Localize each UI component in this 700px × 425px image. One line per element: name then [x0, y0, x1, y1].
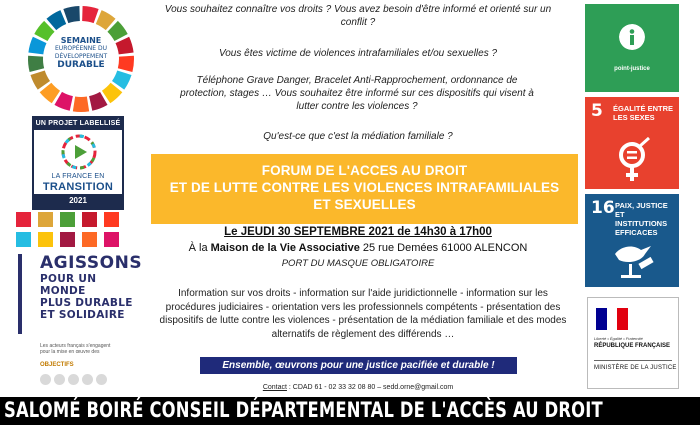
forum-title-line: FORUM DE L'ACCES AU DROIT: [261, 163, 468, 178]
event-date: Le JEUDI 30 SEPTEMBRE 2021 de 14h30 à 17h00: [224, 226, 492, 238]
gender-equality-icon: [607, 137, 657, 183]
forum-title-line: ET SEXUELLES: [313, 197, 416, 212]
ministry-label: MINISTÈRE DE LA JUSTICE: [594, 365, 677, 371]
info-icon: [619, 24, 645, 50]
label-france-transition: [32, 116, 124, 210]
agissons-bar: [18, 254, 22, 334]
sdg-color-square: [38, 232, 53, 247]
place-venue: Maison de la Vie Associative: [210, 242, 360, 254]
sdg-color-squares: [16, 212, 141, 252]
dot: [68, 374, 79, 385]
wheel-segment: [63, 6, 80, 23]
dot: [40, 374, 51, 385]
label-head: UN PROJET LABELLISÉ: [34, 118, 122, 130]
sdg-color-square: [82, 212, 97, 227]
point-justice-label: point-justice: [614, 66, 650, 72]
sdg-color-square: [16, 232, 31, 247]
question-devices: Téléphone Grave Danger, Bracelet Anti-Rapprochement, ordonnance de protection, stages … Vous souhaitez être informé sur ces dispositifs qui visent à lutter contre les violences ?: [180, 75, 534, 112]
wheel-segment: [118, 56, 134, 72]
wheel-segment: [116, 37, 134, 55]
forum-title-banner: [151, 154, 578, 224]
goal-number: 5: [591, 101, 603, 121]
sdg-color-square: [38, 212, 53, 227]
contact-label: Contact: [262, 384, 287, 391]
label-line1: LA FRANCE EN: [51, 173, 105, 180]
agissons-small-text: Les acteurs français s'engagent pour la mise en œuvre des: [40, 343, 111, 355]
wheel-segment: [28, 56, 44, 72]
sdg-wheel-text: [46, 37, 116, 69]
goal-title: PAIX, JUSTICE ET INSTITUTIONS EFFICACES: [615, 201, 668, 237]
place-address: 25 rue Demées 61000 ALENCON: [359, 242, 528, 254]
point-justice-tile: [585, 4, 679, 92]
place-prefix: À la: [188, 242, 211, 254]
forum-title-line: ET DE LUTTE CONTRE LES VIOLENCES INTRAFAMILIALES: [169, 180, 560, 195]
republique-label: RÉPUBLIQUE FRANÇAISE: [594, 343, 671, 349]
objectifs-label: OBJECTIFS: [40, 362, 74, 368]
question-violence: Vous êtes victime de violences intrafamiliales et/ou sexuelles ?: [218, 48, 498, 59]
dot: [54, 374, 65, 385]
motto: Liberté • Égalité • Fraternité: [594, 336, 643, 341]
info-paragraph: Information sur vos droits - information sur l'aide juridictionnelle - information sur les procédures judiciaires - orientation vers les professionnels compétents - présentation des dispositifs de lutte contre les violences - présentation de la médiation familiale et des modes alternatifs de règlement des différends …: [159, 288, 567, 340]
wheel-line2: EUROPÉENNE DU DÉVELOPPEMENT: [54, 45, 108, 60]
agissons-block: [40, 253, 143, 321]
dot: [96, 374, 107, 385]
wheel-line3: DURABLE: [57, 60, 105, 70]
agissons-line: POUR UN MONDE: [40, 273, 97, 297]
sdg-color-square: [16, 212, 31, 227]
wheel-line1: SEMAINE: [60, 36, 102, 45]
play-triangle-icon: [61, 134, 97, 170]
label-line2: TRANSITION: [42, 181, 114, 193]
bottom-caption-band: [0, 397, 700, 425]
wheel-segment: [28, 37, 46, 55]
goal-title: ÉGALITÉ ENTRE LES SEXES: [613, 104, 674, 122]
sdg-color-square: [104, 232, 119, 247]
sdg-color-square: [60, 232, 75, 247]
agissons-title: AGISSONS: [40, 253, 143, 273]
agissons-line: PLUS DURABLE: [40, 297, 133, 309]
wheel-segment: [73, 97, 89, 112]
question-mediation: Qu'est-ce que c'est la médiation familiale ?: [263, 131, 453, 142]
sdg-color-square: [82, 232, 97, 247]
dove-gavel-icon: [607, 234, 657, 280]
wheel-segment: [82, 6, 99, 23]
bottom-caption-text: SALOMÉ BOIRÉ CONSEIL DÉPARTEMENTAL DE L'ACCÈS AU DROIT: [4, 398, 603, 422]
label-year: 2021: [34, 194, 122, 208]
contact-line: [158, 384, 558, 391]
mask-notice: PORT DU MASQUE OBLIGATOIRE: [281, 258, 435, 269]
dot: [82, 374, 93, 385]
french-flag-icon: [596, 308, 628, 330]
sdg-color-square: [104, 212, 119, 227]
contact-text: : CDAD 61 - 02 33 32 08 80 – sedd.orne@gmail.com: [286, 384, 454, 391]
event-place: [158, 242, 558, 254]
goal-number: 16: [591, 198, 615, 218]
agissons-dots: [40, 374, 110, 385]
divider: [594, 360, 672, 361]
sdg-goal-5-tile: [585, 97, 679, 189]
question-rights: Vous souhaitez connaître vos droits ? Vous avez besoin d'être informé et orienté sur un conflit ?: [164, 4, 552, 28]
republique-francaise-logo: [587, 297, 679, 389]
sdg-goal-16-tile: [585, 194, 679, 287]
slogan-banner: Ensemble, œuvrons pour une justice pacifiée et durable !: [200, 357, 517, 374]
sdg-color-square: [60, 212, 75, 227]
agissons-line: ET SOLIDAIRE: [40, 309, 125, 321]
